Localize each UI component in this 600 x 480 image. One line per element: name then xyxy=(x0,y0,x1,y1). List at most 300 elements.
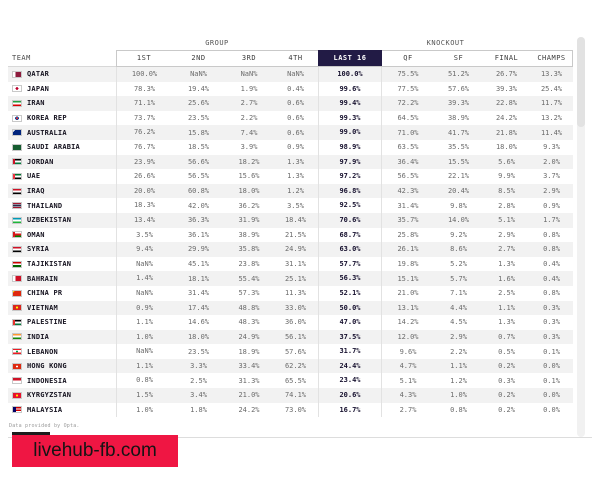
stat-value: 26.1% xyxy=(397,245,419,254)
stat-value: 18.0% xyxy=(238,187,260,196)
team-flag-icon xyxy=(12,304,22,311)
stat-value: 35.5% xyxy=(447,143,470,152)
table-row xyxy=(8,96,573,111)
stat-value: 1.2% xyxy=(450,376,467,385)
stat-value: 3.3% xyxy=(190,362,207,371)
stat-value: 38.9% xyxy=(238,230,260,239)
stat-value: 45.1% xyxy=(187,260,210,269)
stat-value: 36.3% xyxy=(187,216,210,225)
stat-value: 36.4% xyxy=(397,157,419,166)
stat-value: 3.7% xyxy=(543,172,560,181)
last16-value: 96.8% xyxy=(318,184,382,199)
stat-value: 9.2% xyxy=(450,230,467,239)
last16-value: 52.1% xyxy=(318,286,382,301)
team-name: LEBANON xyxy=(27,347,58,356)
stat-value: 35.7% xyxy=(397,216,419,225)
last16-value: 23.4% xyxy=(318,373,382,388)
last16-value: 50.0% xyxy=(318,301,382,316)
stat-value: 1.1% xyxy=(450,362,467,371)
stat-value: 1.3% xyxy=(498,260,515,269)
stat-value: 24.9% xyxy=(284,245,307,254)
team-flag-icon xyxy=(12,363,22,370)
stat-value: 4.3% xyxy=(399,391,417,400)
stat-value: 2.9% xyxy=(450,332,467,341)
team-name: JORDAN xyxy=(27,157,54,166)
col-header-qf: QF xyxy=(403,54,413,62)
stat-value: 0.3% xyxy=(498,376,515,385)
team-cell xyxy=(8,304,116,312)
stat-value: 3.9% xyxy=(240,143,258,152)
stat-value: 100.0% xyxy=(116,67,172,82)
team-flag-icon xyxy=(12,115,22,122)
table-row xyxy=(8,403,573,418)
knockout-stage-label: KNOCKOUT xyxy=(426,39,465,47)
stat-value: 76.7% xyxy=(116,140,172,155)
stat-value: 1.6% xyxy=(498,274,515,283)
team-name: QATAR xyxy=(27,70,50,79)
team-cell xyxy=(8,377,116,385)
stat-value: 13.1% xyxy=(397,303,419,312)
team-name: JAPAN xyxy=(27,84,50,93)
stat-value: NaN% xyxy=(287,70,304,79)
last16-value: 68.7% xyxy=(318,228,382,243)
stat-value: 73.7% xyxy=(116,111,172,126)
stat-value: 0.8% xyxy=(543,289,560,298)
stat-value: 20.4% xyxy=(447,187,470,196)
team-name: HONG KONG xyxy=(27,362,67,371)
stat-value: 76.2% xyxy=(116,125,172,140)
team-cell xyxy=(8,289,116,297)
stat-value: 18.4% xyxy=(284,216,307,225)
stat-value: 39.3% xyxy=(495,84,518,93)
team-cell xyxy=(8,158,116,166)
stat-value: 2.2% xyxy=(240,114,258,123)
stat-value: 36.1% xyxy=(187,230,210,239)
stat-value: 25.1% xyxy=(284,274,307,283)
stat-value: 15.6% xyxy=(238,172,260,181)
stat-value: 55.4% xyxy=(238,274,260,283)
stat-value: 2.5% xyxy=(498,289,515,298)
stat-value: 65.5% xyxy=(284,376,307,385)
stat-value: 2.7% xyxy=(399,405,417,414)
stat-value: 2.0% xyxy=(543,157,560,166)
last16-value: 24.4% xyxy=(318,359,382,374)
last16-value: 31.7% xyxy=(318,344,382,359)
last16-value: 63.0% xyxy=(318,242,382,257)
stat-value: 0.0% xyxy=(543,391,560,400)
stat-value: 21.0% xyxy=(397,289,419,298)
stat-value: 57.6% xyxy=(284,347,307,356)
last16-value: 20.6% xyxy=(318,388,382,403)
stat-value: 5.6% xyxy=(498,157,515,166)
stat-value: 7.4% xyxy=(240,128,258,137)
stat-value: 8.5% xyxy=(498,187,515,196)
stat-value: 23.8% xyxy=(238,260,260,269)
stat-value: 19.8% xyxy=(397,260,419,269)
col-header-3rd: 3RD xyxy=(241,54,257,62)
team-cell xyxy=(8,143,116,151)
stat-value: 23.9% xyxy=(116,155,172,170)
stat-value: 26.7% xyxy=(495,70,518,79)
data-source-note: Data provided by Opta. xyxy=(9,423,80,429)
stat-value: 0.8% xyxy=(543,245,560,254)
table-row xyxy=(8,67,573,82)
team-cell xyxy=(8,362,116,370)
stat-value: 33.4% xyxy=(238,362,260,371)
team-cell xyxy=(8,202,116,210)
stat-value: 26.6% xyxy=(116,169,172,184)
col-header-1st: 1ST xyxy=(136,54,152,62)
stat-value: NaN% xyxy=(190,70,207,79)
last16-value: 16.7% xyxy=(318,403,382,418)
col-header-4th: 4TH xyxy=(288,54,303,62)
stat-value: 15.8% xyxy=(187,128,210,137)
col-header-champs: CHAMPS xyxy=(537,54,566,62)
table-row xyxy=(8,344,573,359)
team-name: IRAN xyxy=(27,99,45,108)
stat-value: 11.7% xyxy=(540,99,563,108)
table-row xyxy=(8,140,573,155)
group-stage-label: GROUP xyxy=(205,39,229,47)
team-name: PALESTINE xyxy=(27,318,67,327)
team-cell xyxy=(8,85,116,93)
team-flag-icon xyxy=(12,275,22,282)
table-row xyxy=(8,286,573,301)
stat-value: 35.8% xyxy=(238,245,260,254)
stat-value: 3.5% xyxy=(116,228,172,243)
col-header-2nd: 2ND xyxy=(191,54,206,62)
stat-value: 78.3% xyxy=(116,82,172,97)
stat-value: 18.0% xyxy=(187,332,210,341)
table-row xyxy=(8,155,573,170)
stat-value: 1.1% xyxy=(116,359,172,374)
stat-value: 0.7% xyxy=(498,332,515,341)
team-flag-icon xyxy=(12,319,22,326)
stat-value: 1.0% xyxy=(116,330,172,345)
stat-value: 31.4% xyxy=(397,201,419,210)
stat-value: 4.4% xyxy=(450,303,467,312)
team-flag-icon xyxy=(12,290,22,297)
table-row xyxy=(8,373,573,388)
stat-value: 13.2% xyxy=(540,114,563,123)
stat-value: 1.3% xyxy=(287,172,304,181)
last16-value: 99.6% xyxy=(318,82,382,97)
table-row xyxy=(8,169,573,184)
scrollbar-track[interactable] xyxy=(577,37,585,437)
stat-value: 0.3% xyxy=(543,318,560,327)
stat-value: 72.2% xyxy=(397,99,419,108)
stat-value: 36.0% xyxy=(284,318,307,327)
stat-value: 0.1% xyxy=(543,347,560,356)
stat-value: 71.1% xyxy=(116,96,172,111)
team-flag-icon xyxy=(12,144,22,151)
stat-value: 1.0% xyxy=(450,391,467,400)
stat-value: 29.9% xyxy=(187,245,210,254)
stat-value: 73.0% xyxy=(284,405,307,414)
table-row xyxy=(8,198,573,213)
table-row xyxy=(8,213,573,228)
team-flag-icon xyxy=(12,71,22,78)
team-flag-icon xyxy=(12,85,22,92)
stat-value: 22.8% xyxy=(495,99,518,108)
stat-value: 12.0% xyxy=(397,332,419,341)
col-header-final: FINAL xyxy=(494,54,519,62)
stat-value: 2.5% xyxy=(190,376,207,385)
stat-value: 2.9% xyxy=(498,230,515,239)
stat-value: 41.7% xyxy=(447,128,470,137)
stat-value: 56.5% xyxy=(397,172,419,181)
last16-value: 99.0% xyxy=(318,125,382,140)
team-flag-icon xyxy=(12,261,22,268)
team-column-header: TEAM xyxy=(12,54,31,62)
stat-value: 0.4% xyxy=(287,84,304,93)
stat-value: 18.3% xyxy=(116,198,172,213)
stat-value: 18.9% xyxy=(238,347,260,356)
team-flag-icon xyxy=(12,231,22,238)
stat-value: 0.9% xyxy=(543,201,560,210)
stat-value: 23.5% xyxy=(187,347,210,356)
watermark-banner[interactable]: livehub-fb.com xyxy=(12,435,178,467)
team-cell xyxy=(8,216,116,224)
column-header-row xyxy=(8,50,573,67)
team-cell xyxy=(8,406,116,414)
stat-value: 1.1% xyxy=(498,303,515,312)
team-name: INDONESIA xyxy=(27,376,67,385)
stat-value: 19.4% xyxy=(187,84,210,93)
stat-value: 17.4% xyxy=(187,303,210,312)
stat-value: 42.0% xyxy=(187,201,210,210)
last16-value: 57.7% xyxy=(318,257,382,272)
stat-value: 1.2% xyxy=(287,187,304,196)
stat-value: 1.1% xyxy=(116,315,172,330)
stat-value: 74.1% xyxy=(284,391,307,400)
stat-value: 56.5% xyxy=(187,172,210,181)
stat-value: 2.8% xyxy=(498,201,515,210)
stat-value: 21.0% xyxy=(238,391,260,400)
stat-value: 4.7% xyxy=(399,362,417,371)
team-cell xyxy=(8,187,116,195)
team-cell xyxy=(8,70,116,78)
scrollbar-thumb[interactable] xyxy=(577,37,585,127)
stat-value: 8.6% xyxy=(450,245,467,254)
stat-value: 0.8% xyxy=(116,373,172,388)
team-flag-icon xyxy=(12,406,22,413)
table-row xyxy=(8,330,573,345)
stat-value: NaN% xyxy=(116,286,172,301)
table-row xyxy=(8,271,573,286)
last16-value: 92.5% xyxy=(318,198,382,213)
team-name: INDIA xyxy=(27,332,50,341)
stat-value: 1.8% xyxy=(190,405,207,414)
stat-value: 56.1% xyxy=(284,332,307,341)
team-cell xyxy=(8,172,116,180)
last16-value: 47.0% xyxy=(318,315,382,330)
table-row xyxy=(8,184,573,199)
stat-value: 62.2% xyxy=(284,362,307,371)
last16-value: 99.3% xyxy=(318,111,382,126)
team-name: UAE xyxy=(27,172,41,181)
stat-value: 5.2% xyxy=(450,260,467,269)
stat-value: 24.9% xyxy=(238,332,260,341)
stat-value: 0.9% xyxy=(287,143,304,152)
team-cell xyxy=(8,231,116,239)
stat-value: 0.0% xyxy=(543,362,560,371)
team-cell xyxy=(8,99,116,107)
team-flag-icon xyxy=(12,202,22,209)
stat-value: NaN% xyxy=(116,344,172,359)
last16-value: 70.6% xyxy=(318,213,382,228)
team-name: KYRGYZSTAN xyxy=(27,391,72,400)
stat-value: 5.7% xyxy=(450,274,467,283)
stat-value: 25.4% xyxy=(540,84,563,93)
team-flag-icon xyxy=(12,188,22,195)
stat-value: 63.5% xyxy=(397,143,419,152)
stat-value: 22.1% xyxy=(447,172,470,181)
stat-value: 2.2% xyxy=(450,347,467,356)
stat-value: 11.4% xyxy=(540,128,563,137)
stat-value: NaN% xyxy=(116,257,172,272)
team-cell xyxy=(8,275,116,283)
stat-value: 15.1% xyxy=(397,274,419,283)
table-body xyxy=(8,67,573,417)
table-row xyxy=(8,359,573,374)
table-row xyxy=(8,228,573,243)
team-cell xyxy=(8,391,116,399)
stat-value: 9.3% xyxy=(543,143,560,152)
stat-value: 1.3% xyxy=(287,157,304,166)
stat-value: 0.9% xyxy=(116,301,172,316)
team-name: BAHRAIN xyxy=(27,274,58,283)
stat-value: 15.5% xyxy=(447,157,470,166)
stat-value: 64.5% xyxy=(397,114,419,123)
team-flag-icon xyxy=(12,392,22,399)
last16-value: 97.2% xyxy=(318,169,382,184)
stat-value: 14.6% xyxy=(187,318,210,327)
col-header-last16: LAST 16 xyxy=(318,50,382,66)
stat-value: 0.4% xyxy=(543,260,560,269)
stat-value: 0.6% xyxy=(287,99,304,108)
stat-value: 18.0% xyxy=(495,143,518,152)
team-cell xyxy=(8,129,116,137)
stat-value: 9.8% xyxy=(450,201,467,210)
table-row xyxy=(8,315,573,330)
team-cell xyxy=(8,114,116,122)
team-flag-icon xyxy=(12,173,22,180)
stat-value: 57.3% xyxy=(238,289,260,298)
stat-value: 24.2% xyxy=(238,405,260,414)
team-name: MALAYSIA xyxy=(27,405,63,414)
stat-value: 1.0% xyxy=(116,403,172,418)
stat-value: 1.7% xyxy=(543,216,560,225)
stat-value: 21.5% xyxy=(284,230,307,239)
stat-value: 38.9% xyxy=(447,114,470,123)
table-row xyxy=(8,301,573,316)
stat-value: 31.3% xyxy=(238,376,260,385)
stat-value: 0.1% xyxy=(543,376,560,385)
table-row xyxy=(8,257,573,272)
stat-value: 48.3% xyxy=(238,318,260,327)
stat-value: 9.6% xyxy=(399,347,417,356)
stat-value: 25.8% xyxy=(397,230,419,239)
stat-value: 75.5% xyxy=(397,70,419,79)
stat-value: 1.9% xyxy=(240,84,258,93)
stat-value: 7.1% xyxy=(450,289,467,298)
table-row xyxy=(8,388,573,403)
stat-value: 0.3% xyxy=(543,332,560,341)
stat-value: 9.9% xyxy=(498,172,515,181)
last16-value: 97.9% xyxy=(318,155,382,170)
stat-value: 18.2% xyxy=(238,157,260,166)
stat-value: 31.9% xyxy=(238,216,260,225)
team-name: CHINA PR xyxy=(27,289,63,298)
team-name: KOREA REP xyxy=(27,114,67,123)
stat-value: 9.4% xyxy=(116,242,172,257)
stat-value: 5.1% xyxy=(399,376,417,385)
table-row xyxy=(8,242,573,257)
stat-value: 18.5% xyxy=(187,143,210,152)
stat-value: 39.3% xyxy=(447,99,470,108)
stat-value: 13.3% xyxy=(540,70,563,79)
stat-value: 0.3% xyxy=(543,303,560,312)
stat-value: 48.8% xyxy=(238,303,260,312)
stat-value: 77.5% xyxy=(397,84,419,93)
stat-value: 2.7% xyxy=(240,99,258,108)
stat-value: 0.6% xyxy=(287,128,304,137)
stat-value: 1.5% xyxy=(116,388,172,403)
team-flag-icon xyxy=(12,100,22,107)
stat-value: 0.2% xyxy=(498,362,515,371)
stat-value: 14.2% xyxy=(397,318,419,327)
last16-value: 98.9% xyxy=(318,140,382,155)
stat-value: 3.4% xyxy=(190,391,207,400)
last16-value: 37.5% xyxy=(318,330,382,345)
team-name: SAUDI ARABIA xyxy=(27,143,80,152)
team-name: VIETNAM xyxy=(27,303,58,312)
team-cell xyxy=(8,333,116,341)
stat-value: 0.4% xyxy=(543,274,560,283)
stat-value: 31.1% xyxy=(284,260,307,269)
team-name: IRAQ xyxy=(27,187,45,196)
stat-value: 1.4% xyxy=(116,271,172,286)
stat-value: 31.4% xyxy=(187,289,210,298)
team-name: TAJIKISTAN xyxy=(27,260,72,269)
stat-value: 11.3% xyxy=(284,289,307,298)
team-flag-icon xyxy=(12,246,22,253)
stat-value: 0.6% xyxy=(287,114,304,123)
qualification-table xyxy=(8,36,573,417)
team-name: OMAN xyxy=(27,230,45,239)
stat-value: 42.3% xyxy=(397,187,419,196)
table-row xyxy=(8,125,573,140)
stat-value: 14.0% xyxy=(447,216,470,225)
last16-value: 99.4% xyxy=(318,96,382,111)
stat-value: 0.5% xyxy=(498,347,515,356)
team-flag-icon xyxy=(12,377,22,384)
table-row xyxy=(8,82,573,97)
stat-value: 51.2% xyxy=(447,70,470,79)
team-cell xyxy=(8,348,116,356)
stat-value: 4.5% xyxy=(450,318,467,327)
team-cell xyxy=(8,260,116,268)
stat-value: 18.1% xyxy=(187,274,210,283)
stat-value: 13.4% xyxy=(116,213,172,228)
stat-value: 0.2% xyxy=(498,391,515,400)
stat-value: 24.2% xyxy=(495,114,518,123)
team-name: SYRIA xyxy=(27,245,50,254)
stat-value: 57.6% xyxy=(447,84,470,93)
team-flag-icon xyxy=(12,158,22,165)
team-name: THAILAND xyxy=(27,201,63,210)
